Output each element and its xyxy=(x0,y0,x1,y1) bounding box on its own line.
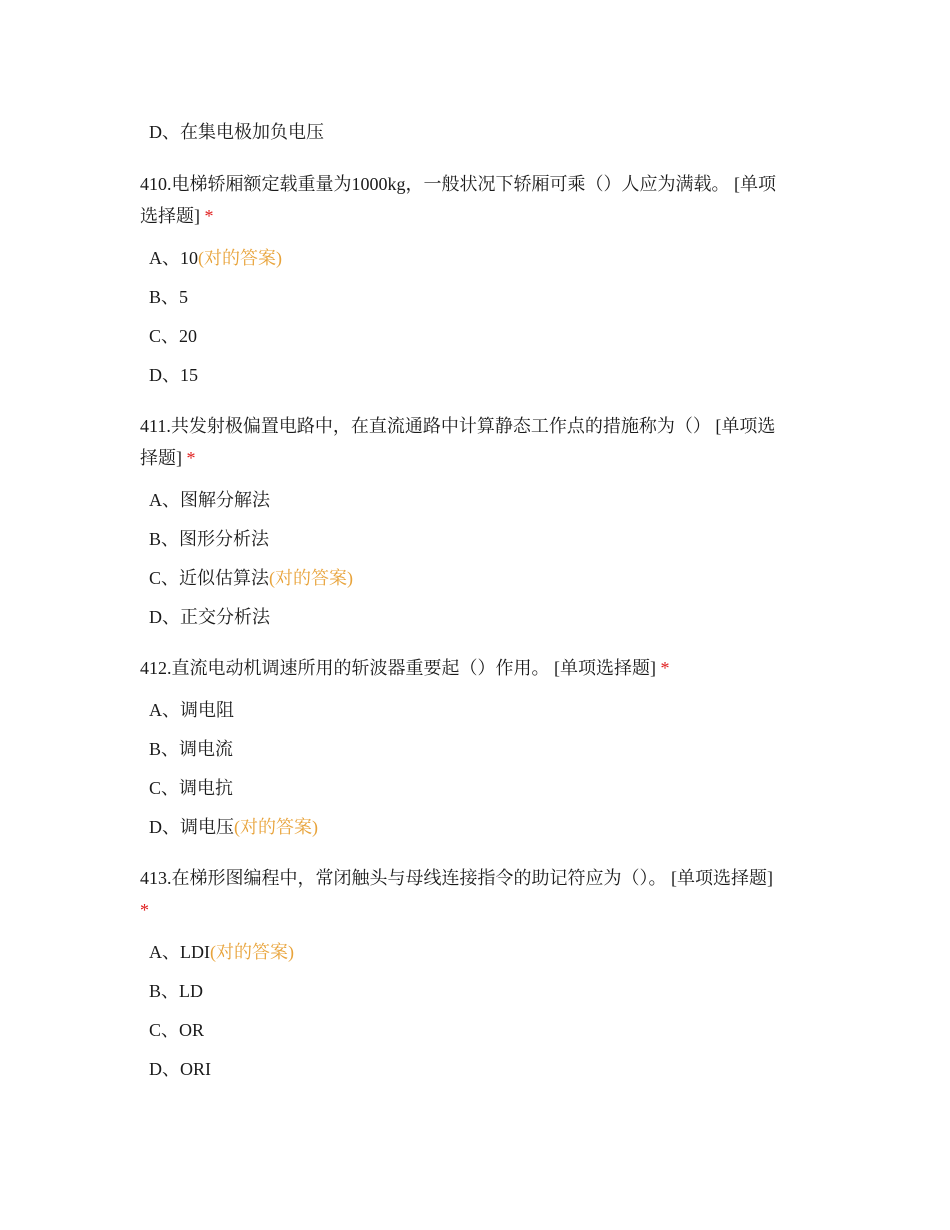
option-text: D、正交分析法 xyxy=(149,607,270,627)
option-text: C、OR xyxy=(149,1020,205,1040)
option-text: A、10 xyxy=(149,248,198,268)
question-text: 412.直流电动机调速所用的斩波器重要起（）作用。 [单项选择题] xyxy=(140,658,656,678)
question-412-option-b xyxy=(149,737,233,761)
question-411-option-b xyxy=(149,527,269,551)
question-410-option-a xyxy=(149,246,282,270)
question-413-option-c xyxy=(149,1018,204,1042)
correct-answer-mark: (对的答案) xyxy=(198,248,282,268)
option-text: B、5 xyxy=(149,287,189,307)
question-413-option-d xyxy=(149,1057,211,1081)
option-text: B、调电流 xyxy=(149,739,234,759)
question-412-option-a xyxy=(149,698,234,722)
question-413-option-a xyxy=(149,940,294,964)
question-text: 413.在梯形图编程中，常闭触头与母线连接指令的助记符应为（）。 [单项选择题] xyxy=(140,868,773,888)
question-410-option-c xyxy=(149,324,197,348)
question-411-text-line2 xyxy=(140,446,196,470)
question-413-option-b xyxy=(149,979,203,1003)
correct-answer-mark: (对的答案) xyxy=(234,817,318,837)
question-412-option-d xyxy=(149,815,318,839)
required-star: * xyxy=(140,900,149,920)
correct-answer-mark: (对的答案) xyxy=(210,942,294,962)
question-type: 选择题] xyxy=(140,206,200,226)
option-text: C、调电抗 xyxy=(149,778,234,798)
required-star: * xyxy=(204,206,214,226)
question-text: 411.共发射极偏置电路中，在直流通路中计算静态工作点的措施称为（） [单项选 xyxy=(140,416,776,436)
question-text: 410.电梯轿厢额定载重量为1000kg，一般状况下轿厢可乘（）人应为满载。 [单项 xyxy=(140,174,776,194)
required-star: * xyxy=(186,448,196,468)
question-411-option-c xyxy=(149,566,353,590)
option-text: D、调电压 xyxy=(149,817,234,837)
question-413-text-line1 xyxy=(140,866,773,890)
prev-question-option-d xyxy=(149,120,324,144)
option-text: A、图解分解法 xyxy=(149,490,270,510)
option-text: C、近似估算法 xyxy=(149,568,270,588)
question-410-option-d xyxy=(149,363,198,387)
option-text: A、LDI xyxy=(149,942,210,962)
question-type: 择题] xyxy=(140,448,182,468)
required-star: * xyxy=(660,658,670,678)
option-text: A、调电阻 xyxy=(149,700,234,720)
question-411-option-a xyxy=(149,488,270,512)
question-410-text-line2 xyxy=(140,204,214,228)
option-text: D、ORI xyxy=(149,1059,211,1079)
option-text: D、在集电极加负电压 xyxy=(149,122,324,142)
question-411-text-line1 xyxy=(140,414,775,438)
question-413-text-line2 xyxy=(140,898,149,922)
question-412-option-c xyxy=(149,776,233,800)
question-410-option-b xyxy=(149,285,188,309)
option-text: D、15 xyxy=(149,365,198,385)
option-text: B、LD xyxy=(149,981,203,1001)
question-412-text-line1 xyxy=(140,656,670,680)
question-411-option-d xyxy=(149,605,270,629)
option-text: B、图形分析法 xyxy=(149,529,270,549)
option-text: C、20 xyxy=(149,326,198,346)
question-410-text-line1 xyxy=(140,172,776,196)
correct-answer-mark: (对的答案) xyxy=(269,568,354,588)
